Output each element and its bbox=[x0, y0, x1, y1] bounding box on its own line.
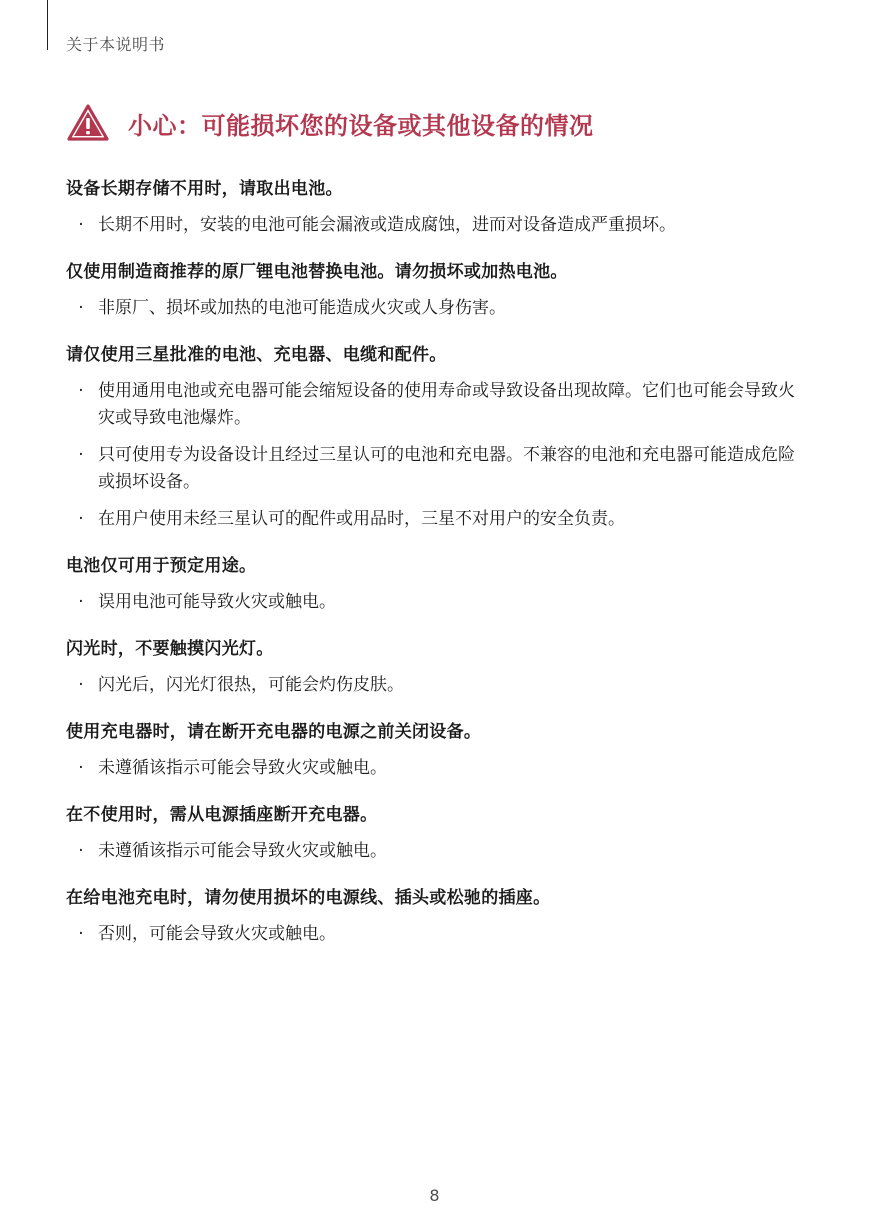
bullet-dot-icon: · bbox=[78, 445, 84, 465]
section-heading: 请仅使用三星批准的电池、充电器、电缆和配件。 bbox=[66, 345, 447, 365]
safety-section bbox=[66, 338, 806, 533]
bullet-dot-icon: · bbox=[78, 841, 84, 861]
bullet-text: 长期不用时，安装的电池可能会漏液或造成腐蚀，进而对设备造成严重损坏。 bbox=[98, 215, 676, 235]
caution-title: 小心：可能损坏您的设备或其他设备的情况 bbox=[128, 111, 594, 140]
safety-content bbox=[66, 172, 806, 958]
bullet-text: 在用户使用未经三星认可的配件或用品时，三星不对用户的安全负责。 bbox=[98, 509, 625, 529]
bullet-dot-icon: · bbox=[78, 381, 84, 401]
bullet-text: 闪光后，闪光灯很热，可能会灼伤皮肤。 bbox=[98, 675, 404, 695]
section-heading: 仅使用制造商推荐的原厂锂电池替换电池。请勿损坏或加热电池。 bbox=[66, 262, 568, 282]
bullet-dot-icon: · bbox=[78, 592, 84, 612]
bullet-item bbox=[66, 378, 806, 432]
caution-banner bbox=[66, 102, 594, 144]
bullet-item bbox=[66, 295, 806, 322]
section-heading: 设备长期存储不用时，请取出电池。 bbox=[66, 179, 343, 199]
bullet-dot-icon: · bbox=[78, 215, 84, 235]
bullet-text: 非原厂、损坏或加热的电池可能造成火灾或人身伤害。 bbox=[98, 298, 506, 318]
bullet-item bbox=[66, 921, 806, 948]
bullet-dot-icon: · bbox=[78, 758, 84, 778]
bullet-text: 否则，可能会导致火灾或触电。 bbox=[98, 924, 336, 944]
section-heading: 使用充电器时，请在断开充电器的电源之前关闭设备。 bbox=[66, 722, 482, 742]
bullet-item bbox=[66, 212, 806, 239]
header-side-rule bbox=[47, 0, 48, 50]
bullet-text: 误用电池可能导致火灾或触电。 bbox=[98, 592, 336, 612]
safety-section bbox=[66, 715, 806, 782]
bullet-dot-icon: · bbox=[78, 675, 84, 695]
section-heading: 电池仅可用于预定用途。 bbox=[66, 556, 257, 576]
section-heading: 闪光时，不要触摸闪光灯。 bbox=[66, 639, 274, 659]
safety-section bbox=[66, 798, 806, 865]
bullet-item bbox=[66, 838, 806, 865]
bullet-text: 未遵循该指示可能会导致火灾或触电。 bbox=[98, 841, 387, 861]
bullet-text: 使用通用电池或充电器可能会缩短设备的使用寿命或导致设备出现故障。它们也可能会导致火灾或导致电池爆炸。 bbox=[98, 381, 795, 428]
section-heading: 在给电池充电时，请勿使用损坏的电源线、插头或松驰的插座。 bbox=[66, 888, 551, 908]
bullet-item bbox=[66, 755, 806, 782]
bullet-text: 只可使用专为设备设计且经过三星认可的电池和充电器。不兼容的电池和充电器可能造成危险或损坏设备。 bbox=[98, 445, 795, 492]
safety-section bbox=[66, 881, 806, 948]
safety-section bbox=[66, 549, 806, 616]
bullet-dot-icon: · bbox=[78, 509, 84, 529]
bullet-text: 未遵循该指示可能会导致火灾或触电。 bbox=[98, 758, 387, 778]
bullet-dot-icon: · bbox=[78, 298, 84, 318]
running-header-title: 关于本说明书 bbox=[66, 35, 166, 54]
safety-section bbox=[66, 172, 806, 239]
bullet-item bbox=[66, 672, 806, 699]
bullet-item bbox=[66, 506, 806, 533]
safety-section bbox=[66, 255, 806, 322]
page-number: 8 bbox=[429, 1186, 440, 1205]
warning-triangle-icon bbox=[66, 103, 110, 143]
bullet-item bbox=[66, 589, 806, 616]
bullet-item bbox=[66, 442, 806, 496]
section-heading: 在不使用时，需从电源插座断开充电器。 bbox=[66, 805, 378, 825]
safety-section bbox=[66, 632, 806, 699]
bullet-dot-icon: · bbox=[78, 924, 84, 944]
